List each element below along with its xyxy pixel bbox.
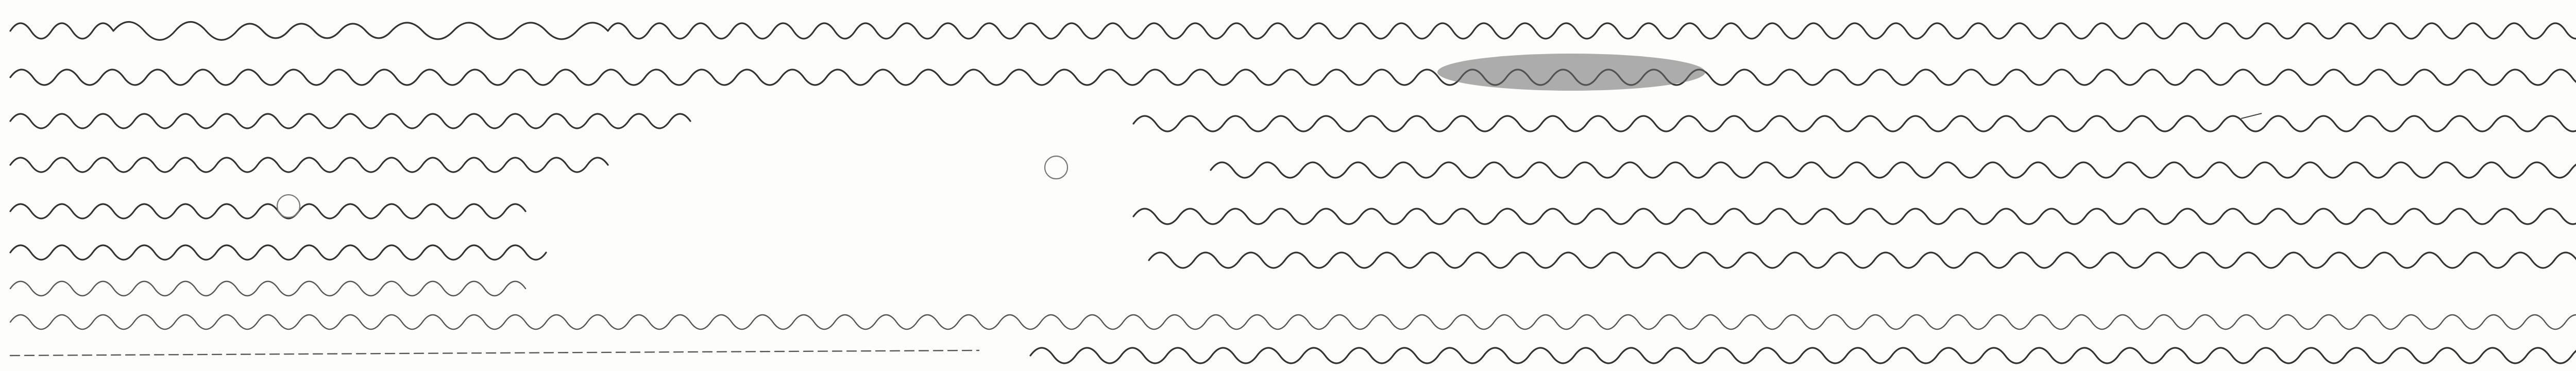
handwritten-line-8 [10,315,2576,329]
handwritten-line-3 [10,114,2576,131]
margin-marks [2241,113,2576,299]
handwritten-line-6 [10,245,2576,268]
handwritten-line-2 [10,54,2576,91]
handwritten-line-5 [10,195,2576,224]
handwritten-line-4 [10,156,2576,179]
handwritten-line-9 [10,348,2576,363]
handwritten-line-7 [10,281,2576,296]
handwritten-line-1 [10,22,2576,40]
